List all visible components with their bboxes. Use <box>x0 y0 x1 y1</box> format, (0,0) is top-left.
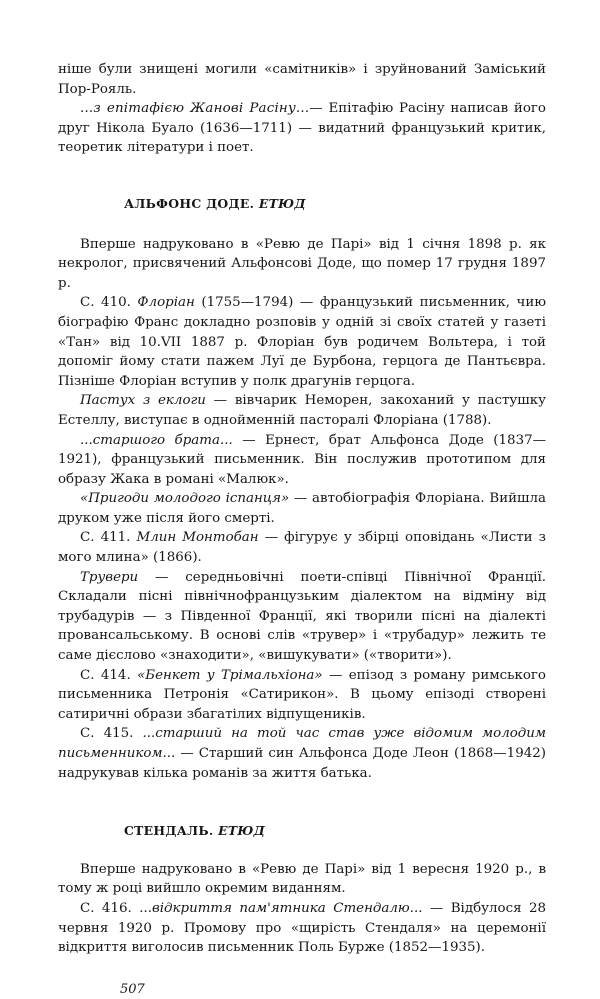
monument-text: — Відбулося 28 червня 1920 р. Промову про «щирість Стендаля» на церемонії відкриття виголосив письменник Поль Бурже (1852—1935). <box>58 900 546 956</box>
page-content <box>58 60 546 999</box>
epitaph-lead: ...з епітафією Жанові Расіну... <box>80 101 310 117</box>
term-adventures: «Пригоди молодого іспанця» <box>80 491 290 507</box>
term-mill: Млин Монтобан <box>136 530 259 546</box>
paragraph-daudet-5 <box>58 489 546 528</box>
paragraph-daudet-3 <box>58 391 546 430</box>
page-ref-410: С. 410. <box>80 295 138 311</box>
heading-stendhal-genre: ЕТЮД <box>218 823 266 839</box>
elder-brother-text: — Ернест, брат Альфонса Доде (1837—1921), французький письменник. Він послужив прототипом для образу Жака в романі «Малюк». <box>58 432 546 487</box>
page-ref-414: С. 414. <box>80 667 138 683</box>
term-trimalchio: «Бенкет у Трімальхіона» <box>137 667 323 683</box>
paragraph-daudet-1: Вперше надруковано в «Ревю де Парі» від 1 січня 1898 р. як некролог, присвячений Альфонсові Доде, що помер 17 грудня 1897 р. <box>58 236 546 291</box>
paragraph-intro-end: ніше були знищені могили «самітників» і зруйнований Заміський Пор-Рояль. <box>58 62 546 97</box>
page-ref-411: С. 411. <box>80 530 137 546</box>
elder-son-text: — Старший син Альфонса Доде Леон (1868—1942) надрукував кілька романів за життя батька. <box>58 746 546 781</box>
heading-daudet <box>58 194 546 214</box>
term-elder-son: ...старший на той час став уже відомим молодим письменником... <box>58 726 546 761</box>
mill-text: — фігурує у збірці оповідань «Листи з мого млина» (1866). <box>58 530 546 566</box>
trimalchio-text: — епізод з роману римського письменника Петронія «Сатирикон». В цьому епізоді створені сатиричні образи збагатілих відпущеників. <box>58 667 546 722</box>
trouveres-text: — середньовічні поети-співці Північної Франції. Складали пісні північнофранцузьким діалектом на відміну від трубадурів — з Південної Франції, які творили пісні на діалекті провансальському. В основі слів «трувер» і «трубадур» лежить те саме дієслово «знаходити», «вишукувати» («творити»). <box>58 569 546 664</box>
heading-stendhal <box>58 821 546 841</box>
paragraph-epitaph <box>58 99 546 158</box>
heading-daudet-name: АЛЬФОНС ДОДЕ. <box>124 195 255 211</box>
adventures-text: — автобіографія Флоріана. Вийшла друком уже після його смерті. <box>58 491 546 526</box>
paragraph-daudet-8 <box>58 666 546 725</box>
term-florian: Флоріан <box>137 295 195 311</box>
florian-text: (1755—1794) — французький письменник, чию біографію Франс докладно розповів у одній зі своїх статей у газеті «Тан» від 10.VII 1887 р. Флоріан був родичем Вольтера, і той допоміг йому стати пажем Луї де Бурбона, герцога де Пантьєвра. Пізніше Флоріан вступив у полк драгунів герцога. <box>58 295 546 389</box>
paragraph-daudet-2 <box>58 293 546 391</box>
paragraph-daudet-9 <box>58 724 546 783</box>
page-number: 507 <box>120 981 145 997</box>
heading-daudet-genre: ЕТЮД <box>258 195 306 211</box>
shepherd-text: — вівчарик Неморен, закоханий у пастушку Естеллу, виступає в однойменній пасторалі Флоріана (1788). <box>58 393 546 428</box>
paragraph-daudet-4 <box>58 431 546 490</box>
term-shepherd: Пастух з еклоги <box>80 393 206 409</box>
term-monument: ...відкриття пам'ятника Стендалю... <box>139 900 423 916</box>
heading-stendhal-name: СТЕНДАЛЬ. <box>124 823 214 839</box>
paragraph-stendhal-2 <box>58 899 546 958</box>
page-ref-416: С. 416. <box>80 900 140 916</box>
paragraph-stendhal-1: Вперше надруковано в «Ревю де Парі» від 1 вересня 1920 р., в тому ж році вийшло окремим виданням. <box>58 861 546 897</box>
term-elder-brother: ...старшого брата... <box>80 432 233 448</box>
paragraph-daudet-7 <box>58 568 546 666</box>
term-trouveres: Трувери <box>80 569 139 585</box>
page-ref-415: С. 415. <box>80 726 143 742</box>
paragraph-daudet-6 <box>58 528 546 567</box>
epitaph-text: — Епітафію Расіну написав його друг Нікола Буало (1636—1711) — видатний французький критик, теоретик літератури і поет. <box>58 101 546 156</box>
